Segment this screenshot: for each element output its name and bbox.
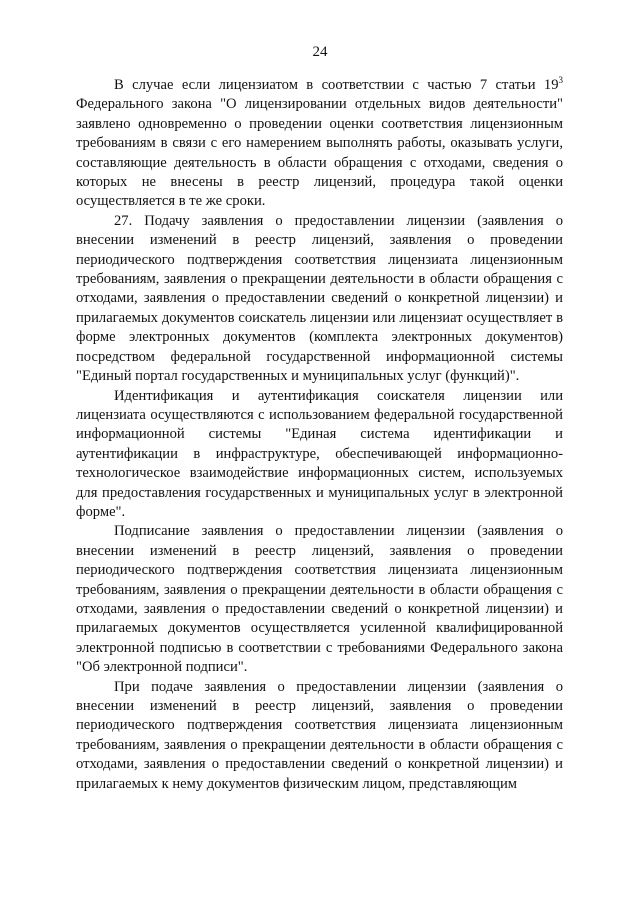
- page-number: 24: [312, 44, 328, 60]
- paragraph-identification: Идентификация и аутентификация соискателя лицензии или лицензиата осуществляются с использованием федеральной государственной информационной системы "Единая система идентификации и аутентификации в инфраструктуре, обеспечивающей информационно-технологическое взаимодействие информационных систем, используемых для предоставления государственных и муниципальных услуг в электронной форме".: [76, 387, 563, 520]
- paragraph-27-submission: 27. Подачу заявления о предоставлении лицензии (заявления о внесении изменений в реестр лицензий, заявления о проведении периодического подтверждения соответствия лицензиата лицензионным требованиям, заявления о прекращении деятельности в области обращения с отходами, заявления о предоставлении сведений о конкретной лицензии) и прилагаемых документов соискатель лицензии или лицензиат осуществляет в форме электронных документов (комплекта электронных документов) посредством федеральной государственной информационной системы "Единый портал государственных и муниципальных услуг (функций)".: [76, 212, 563, 385]
- superscript-index: 3: [558, 75, 563, 85]
- paragraph-submission-individual: При подаче заявления о предоставлении лицензии (заявления о внесении изменений в реестр лицензий, заявления о проведении периодического подтверждения соответствия лицензиата лицензионным требованиям, заявления о прекращении деятельности в области обращения с отходами, заявления о предоставлении сведений о конкретной лицензии) и прилагаемых к нему документов физическим лицом, представляющим: [76, 678, 563, 792]
- paragraph-text-start: В случае если лицензиатом в соответствии с частью 7 статьи 19: [114, 77, 559, 93]
- paragraph-license-evaluation: [76, 76, 563, 212]
- paragraph-text-end: Федерального закона "О лицензировании отдельных видов деятельности" заявлено одновременно о проведении оценки соответствия лицензионным требованиям в связи с его намерением выполнять работы, оказывать услуги, составляющие деятельность в области обращения с отходами, сведения о которых не внесены в реестр лицензий, процедура такой оценки осуществляется в те же сроки.: [76, 96, 563, 210]
- paragraph-signing: Подписание заявления о предоставлении лицензии (заявления о внесении изменений в реестр лицензий, заявления о проведении периодического подтверждения соответствия лицензиата лицензионным требованиям, заявления о прекращении деятельности в области обращения с отходами, заявления о предоставлении сведений о конкретной лицензии) и прилагаемых документов осуществляется усиленной квалифицированной электронной подписью в соответствии с требованиями Федерального закона "Об электронной подписи".: [76, 523, 563, 676]
- document-body: [76, 76, 563, 794]
